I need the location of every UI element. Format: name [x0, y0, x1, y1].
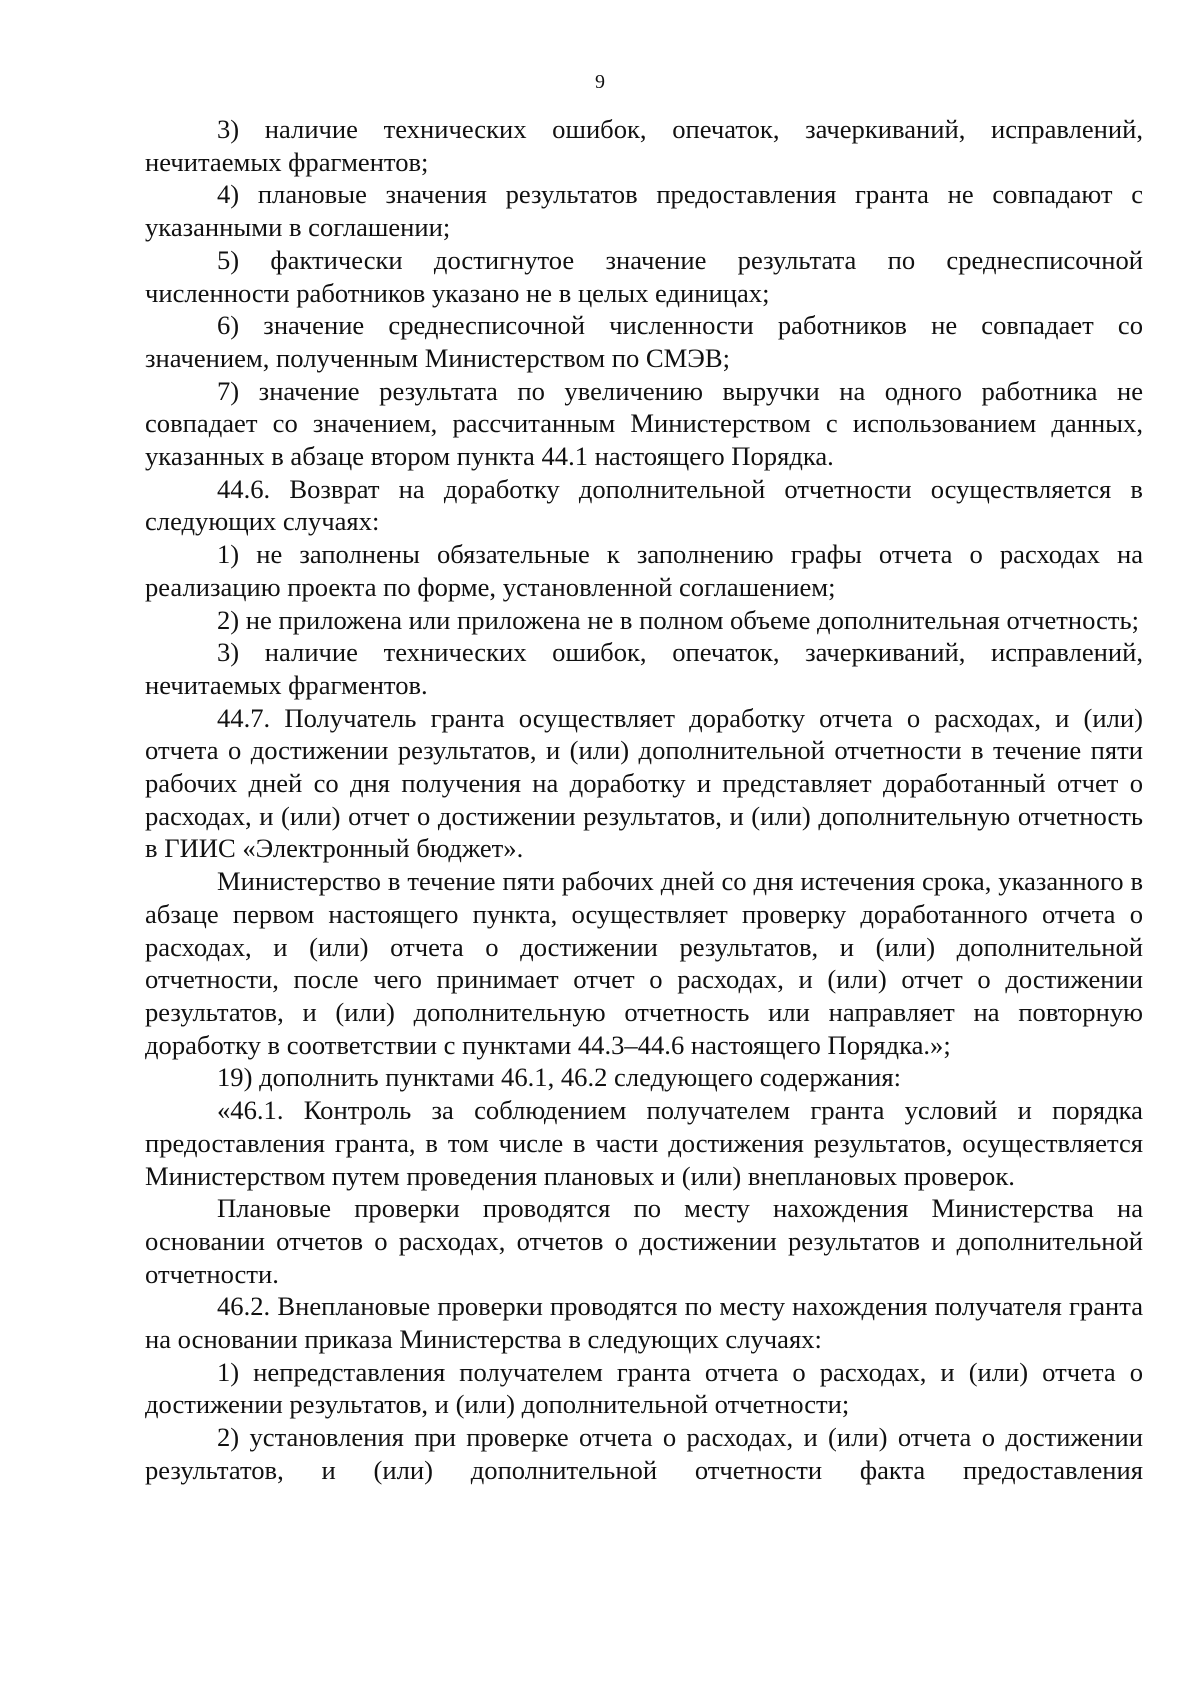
paragraph: 5) фактически достигнутое значение результата по среднесписочной численности работников указано не в целых единицах; [145, 244, 1143, 308]
paragraph: 6) значение среднесписочной численности работников не совпадает со значением, полученным Министерством по СМЭВ; [145, 310, 1143, 373]
paragraph: 3) наличие технических ошибок, опечаток, зачеркиваний, исправлений, нечитаемых фрагментов. [145, 637, 1143, 700]
paragraph: Министерство в течение пяти рабочих дней со дня истечения срока, указанного в абзаце первом настоящего пункта, осуществляет проверку доработанного отчета о расходах, и (или) отчета о достижении результатов, и (или) дополнительной отчетности, после чего принимает отчет о расходах, и (или) отчет о достижении результатов, и (или) дополнительную отчетность или направляет на повторную доработку в соответствии с пунктами 44.3–44.6 настоящего Порядка.»; [145, 866, 1143, 1060]
paragraph: 3) наличие технических ошибок, опечаток, зачеркиваний, исправлений, нечитаемых фрагментов; [145, 114, 1143, 177]
document-body [145, 113, 1143, 1487]
paragraph: «46.1. Контроль за соблюдением получателем гранта условий и порядка предоставления гранта, в том числе в части достижения результатов, осуществляется Министерством путем проведения плановых и (или) внеплановых проверок. [145, 1095, 1143, 1191]
paragraph: 44.7. Получатель гранта осуществляет доработку отчета о расходах, и (или) отчета о достижении результатов, и (или) дополнительной отчетности в течение пяти рабочих дней со дня получения на доработку и представляет доработанный отчет о расходах, и (или) отчет о достижении результатов, и (или) дополнительную отчетность в ГИИС «Электронный бюджет». [145, 702, 1143, 864]
paragraph: Плановые проверки проводятся по месту нахождения Министерства на основании отчетов о расходах, отчетов о достижении результатов и дополнительной отчетности. [145, 1193, 1143, 1289]
page-number: 9 [595, 71, 605, 93]
paragraph: 1) непредставления получателем гранта отчета о расходах, и (или) отчета о достижении результатов, и (или) дополнительной отчетности; [145, 1356, 1143, 1420]
paragraph: 1) не заполнены обязательные к заполнению графы отчета о расходах на реализацию проекта по форме, установленной соглашением; [145, 539, 1143, 602]
paragraph: 19) дополнить пунктами 46.1, 46.2 следующего содержания: [217, 1062, 901, 1093]
paragraph: 46.2. Внеплановые проверки проводятся по месту нахождения получателя гранта на основании приказа Министерства в следующих случаях: [145, 1291, 1143, 1355]
paragraph: 7) значение результата по увеличению выручки на одного работника не совпадает со значением, рассчитанным Министерством с использованием данных, указанных в абзаце втором пункта 44.1 настоящего Порядка. [145, 375, 1143, 472]
paragraph: 2) не приложена или приложена не в полном объеме дополнительная отчетность; [217, 604, 1140, 635]
paragraph: 4) плановые значения результатов предоставления гранта не совпадают с указанными в соглашении; [145, 179, 1143, 243]
paragraph: 44.6. Возврат на доработку дополнительной отчетности осуществляется в следующих случаях: [145, 473, 1143, 537]
paragraph: 2) установления при проверке отчета о расходах, и (или) отчета о достижении результатов, и (или) дополнительной отчетности факта предоставления [145, 1422, 1143, 1485]
